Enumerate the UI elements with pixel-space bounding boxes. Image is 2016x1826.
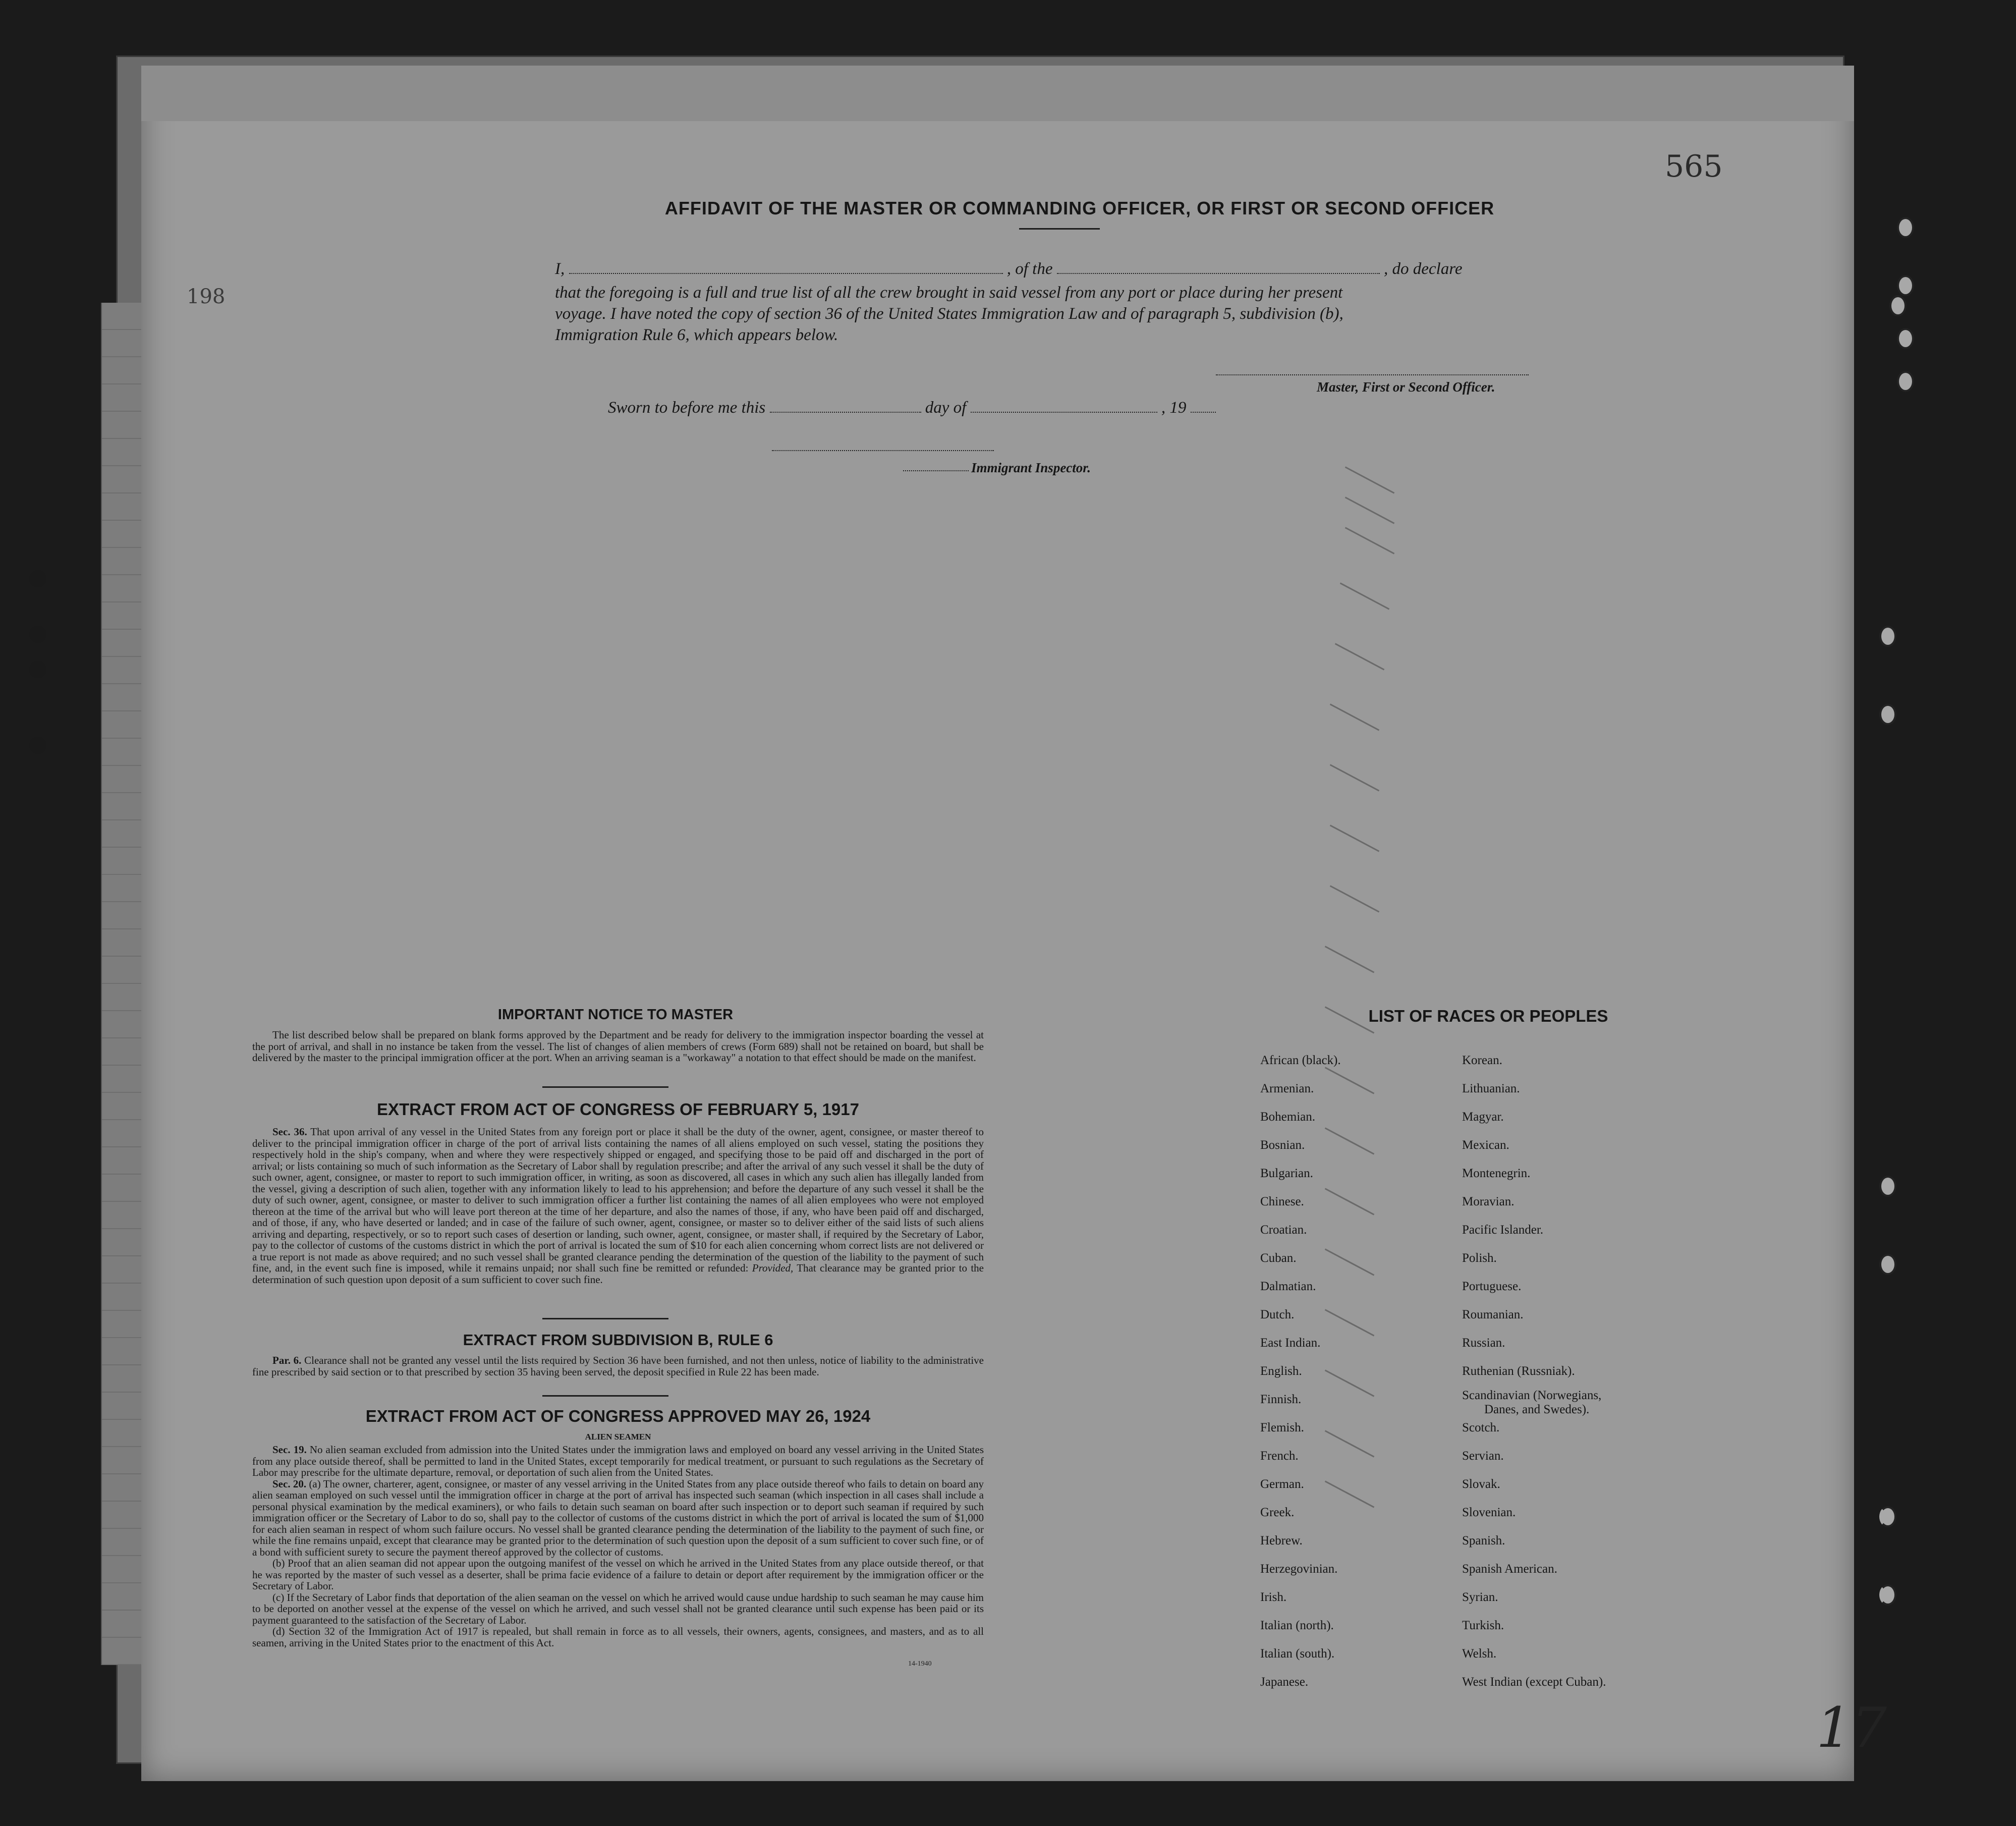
race-item: Armenian. (1260, 1082, 1314, 1095)
race-item: East Indian. (1260, 1336, 1321, 1350)
form-number: 14-1940 (908, 1660, 932, 1668)
race-item: Spanish. (1462, 1534, 1505, 1547)
affidavit-line-2: that the foregoing is a full and true list of all the crew brought in said vessel from any port or place during her present (555, 284, 1343, 302)
binder-ring (1897, 217, 1914, 238)
day-of-text: day of (925, 399, 967, 417)
underlying-lined-page (101, 303, 147, 1665)
race-item: German. (1260, 1477, 1304, 1491)
notice-body: The list described below shall be prepared on blank forms approved by the Department and be ready for delivery to the immigration inspector boarding the vessel at the port of arrival, and shall in no instance be taken from the vessel. The list of changes of alien members of crews (Form 689) shall not be retained on board, but shall be delivered by the master to the principal immigration officer at the port. When an arriving seaman is a "workaway" a notation to that effect should be made on the manifest. (252, 1029, 984, 1064)
sec-36-tail: That clearance may be granted prior to the determination of such question upon deposit of a sum sufficient to cover such fine. (252, 1262, 984, 1286)
binder-ring (1879, 704, 1896, 725)
race-item: Turkish. (1462, 1619, 1504, 1632)
sec-20-label: Sec. 20. (272, 1477, 307, 1490)
affidavit-declare: , do declare (1383, 260, 1463, 278)
handwritten-margin-number: 198 (187, 285, 226, 308)
binder-ring (1897, 328, 1914, 349)
section-rule (542, 1395, 668, 1397)
binder-ring (1897, 371, 1914, 392)
race-item: Italian (north). (1260, 1619, 1334, 1632)
race-item: Mexican. (1462, 1138, 1509, 1152)
affidavit-title: AFFIDAVIT OF THE MASTER OR COMMANDING OFFICER, OR FIRST OR SECOND OFFICER (664, 198, 1495, 218)
section-rule (542, 1318, 668, 1319)
month-blank (971, 412, 1157, 413)
binder-ring (1879, 626, 1896, 647)
race-item: Pacific Islander. (1462, 1223, 1544, 1237)
race-item: Bulgarian. (1260, 1167, 1313, 1180)
year-blank (1191, 412, 1216, 413)
inspector-signature-line (772, 450, 994, 451)
race-item: Slovenian. (1462, 1506, 1516, 1519)
race-item: Chinese. (1260, 1195, 1304, 1208)
sworn-line (608, 399, 1216, 417)
race-item: Bohemian. (1260, 1110, 1316, 1124)
name-blank (569, 273, 1003, 274)
sec-20-text: (a) The owner, charterer, agent, consignee, or master of any vessel arriving in the United States from any place outside thereof who fails to detain on board any alien seaman employed on such vessel until the immigration officer in charge at the port of arrival has inspected such seaman (which inspection in all cases shall include a personal physical examination by the medical examiners), or who fails to detain such seaman on board after such inspection or to deport such seaman if required by such immigration officer or the Secretary of Labor to do so, shall pay to the collector of customs of the customs district in which the port of arrival is located the sum of $1,000 for each alien seaman in respect of whom such failure occurs. No vessel shall be granted clearance pending the determination of the liability to the payment of such fine, or while the fine remains unpaid, except that clearance may be granted prior to the determination of such question upon the deposit of a sum sufficient to cover such fine, or of a bond with sufficient surety to secure the payment thereof approved by the collector of customs. (252, 1477, 984, 1558)
sec-20-b: (b) Proof that an alien seaman did not appear upon the outgoing manifest of the vessel on which he arrived in the United States from any place outside thereof, or that he was reported by the master of such vessel as a deserter, shall be prima facie evidence of a failure to detain or deport after requirement by the immigration officer or the Secretary of Labor. (252, 1557, 984, 1592)
section-rule (542, 1086, 668, 1088)
sec-20-c: (c) If the Secretary of Labor finds that deportation of the alien seaman on the vessel on which he arrived would cause undue hardship to such seaman he may cause him to be deported on another vessel at the expense of the vessel on which he arrived, and such vessel shall not be granted clearance until such expense has been paid or its payment guaranteed to the satisfaction of the Secretary of Labor. (252, 1591, 984, 1626)
par-6-label: Par. 6. (272, 1354, 302, 1366)
affidavit-of-the: , of the (1006, 260, 1053, 278)
race-item: Croatian. (1260, 1223, 1307, 1237)
title-rule (1019, 228, 1100, 230)
race-item: Korean. (1462, 1054, 1502, 1067)
binder-ring (1879, 1254, 1896, 1275)
race-item: Ruthenian (Russniak). (1462, 1364, 1575, 1378)
race-item: Slovak. (1462, 1477, 1500, 1491)
race-item: Herzegovinian. (1260, 1562, 1338, 1576)
extract-1924-body (252, 1444, 984, 1648)
sec-19-text: No alien seaman excluded from admission into the United States under the immigration laws and employed on board any vessel arriving in the United States from any place outside thereof, shall be permitted to land in the United States, except temporarily for medical treatment, or pursuant to such regulations as the Secretary of Labor may prescribe for the ultimate departure, removal, or deportation of such alien from the United States. (252, 1444, 984, 1478)
year-text: , 19 (1161, 399, 1187, 417)
punch-hole (29, 626, 46, 643)
binder-ring (1879, 1584, 1896, 1606)
sec-20-paragraph (252, 1478, 984, 1558)
par-6-text: Clearance shall not be granted any vessel until the lists required by Section 36 have been furnished, and not then unless, notice of liability to the administrative fine prescribed by said section or to that prescribed by section 35 having been served, the deposit specified in Rule 22 has been made. (252, 1354, 984, 1378)
binder-ring (1879, 1506, 1896, 1527)
race-item: Irish. (1260, 1590, 1287, 1604)
punch-hole (29, 570, 46, 587)
race-item: Syrian. (1462, 1590, 1498, 1604)
inspector-dots (903, 470, 969, 471)
sec-19-paragraph (252, 1444, 984, 1478)
race-item: Portuguese. (1462, 1280, 1522, 1293)
race-item: Montenegrin. (1462, 1167, 1531, 1180)
race-item: Spanish American. (1462, 1562, 1557, 1576)
race-item: Dutch. (1260, 1308, 1295, 1321)
race-item: Russian. (1462, 1336, 1505, 1350)
vessel-blank (1057, 273, 1380, 274)
race-item: Scandinavian (Norwegians, (1462, 1389, 1602, 1402)
race-item: Flemish. (1260, 1421, 1304, 1434)
race-item: Italian (south). (1260, 1647, 1335, 1661)
race-item: Roumanian. (1462, 1308, 1524, 1321)
binder-ring (1879, 1176, 1896, 1197)
race-item-continued: Danes, and Swedes). (1484, 1403, 1590, 1416)
race-item: West Indian (except Cuban). (1462, 1675, 1606, 1689)
affidavit-line-4: Immigration Rule 6, which appears below. (555, 326, 838, 344)
alien-seamen-subtitle: ALIEN SEAMEN (585, 1432, 651, 1442)
race-item: French. (1260, 1449, 1299, 1463)
affidavit-i: I, (555, 260, 565, 278)
races-title: LIST OF RACES OR PEOPLES (1368, 1007, 1608, 1025)
inspector-label: Immigrant Inspector. (971, 460, 1091, 475)
race-item: Japanese. (1260, 1675, 1309, 1689)
master-label: Master, First or Second Officer. (1317, 379, 1495, 395)
sec-20-d: (d) Section 32 of the Immigration Act of 1917 is repealed, but shall remain in force as to all vessels, their owners, agents, consignees, and masters, and as to all seamen, arriving in the United States prior to the enactment of this Act. (252, 1625, 984, 1649)
race-item: Bosnian. (1260, 1138, 1305, 1152)
sec-36-text: That upon arrival of any vessel in the United States from any foreign port or place it shall be the duty of the owner, agent, consignee, or master thereof to deliver to the principal immigration officer in charge of the port of arrival lists containing the names of all aliens employed on such vessel, stating the positions they respectively hold in the ship's company, when and where they were respectively shipped or engaged, and specifying those to be paid off and discharged in the port of arrival; or lists containing so much of such information as the Secretary of Labor shall by regulation prescribe; and after the arrival of any such vessel it shall be the duty of such owner, agent, consignee, or master to report to such immigration officer, in writing, as soon as discovered, all cases in which any such alien has illegally landed from the vessel, giving a description of such alien, together with any information likely to lead to his apprehension; and before the departure of any such vessel it shall be the duty of such owner, agent, consignee, or master to deliver to such immigration officer a further list containing the names of all alien employees who were not employed thereon at the time of the arrival but who will leave port thereon at the time of her departure, and also the names of those, if any, who have been paid off and discharged, and of those, if any, who have deserted or landed; and in case of the failure of such owner, agent, consignee, or master so to deliver either of the said lists of such aliens arriving and departing, respectively, or so to report such cases of desertion or landing, such owner, agent, consignee, or master shall, if required by the Secretary of Labor, pay to the collector of customs of the customs district in which the port of arrival is located the sum of $10 for each alien concerning whom correct lists are not delivered or a true report is not made as above required; and no such vessel shall be granted clearance pending the determination of the question of the liability to the payment of such fine, and, in the event such fine is imposed, while it remains unpaid; nor shall such fine be remitted or refunded: (252, 1126, 984, 1274)
race-item: Greek. (1260, 1506, 1295, 1519)
race-item: Polish. (1462, 1251, 1497, 1265)
race-item: English. (1260, 1364, 1302, 1378)
punch-hole (29, 661, 46, 678)
folded-top-band (141, 66, 1854, 121)
day-blank (770, 412, 921, 413)
race-item: Scotch. (1462, 1421, 1500, 1434)
sec-36-label: Sec. 36. (272, 1126, 307, 1138)
race-item: Magyar. (1462, 1110, 1504, 1124)
affidavit-line-1 (555, 260, 1462, 279)
race-item: Moravian. (1462, 1195, 1515, 1208)
extract-rule6-title: EXTRACT FROM SUBDIVISION B, RULE 6 (463, 1331, 773, 1349)
race-item: Servian. (1462, 1449, 1504, 1463)
sec-19-label: Sec. 19. (272, 1444, 307, 1456)
handwritten-page-number: 565 (1665, 149, 1723, 184)
extract-1924-title: EXTRACT FROM ACT OF CONGRESS APPROVED MAY 26, 1924 (365, 1407, 871, 1425)
race-item: Welsh. (1462, 1647, 1497, 1661)
affidavit-line-3: voyage. I have noted the copy of section 36 of the United States Immigration Law and of paragraph 5, subdivision (b), (555, 305, 1343, 323)
extract-1917-body (252, 1126, 984, 1285)
punch-hole (29, 737, 46, 754)
binder-ring (1889, 295, 1907, 316)
extract-1917-title: EXTRACT FROM ACT OF CONGRESS OF FEBRUARY 5, 1917 (377, 1100, 859, 1119)
provided-word: Provided, (752, 1262, 794, 1274)
race-item: Dalmatian. (1260, 1280, 1316, 1293)
binder-ring (1897, 275, 1914, 296)
handwritten-mark: 17 (1816, 1695, 1887, 1760)
race-item: Finnish. (1260, 1393, 1302, 1406)
extract-rule6-body (252, 1355, 984, 1377)
race-item: Hebrew. (1260, 1534, 1303, 1547)
master-signature-line (1216, 374, 1529, 375)
race-item: Lithuanian. (1462, 1082, 1520, 1095)
race-item: Cuban. (1260, 1251, 1297, 1265)
race-item: African (black). (1260, 1054, 1341, 1067)
notice-title: IMPORTANT NOTICE TO MASTER (497, 1007, 734, 1023)
sworn-text: Sworn to before me this (608, 399, 766, 417)
